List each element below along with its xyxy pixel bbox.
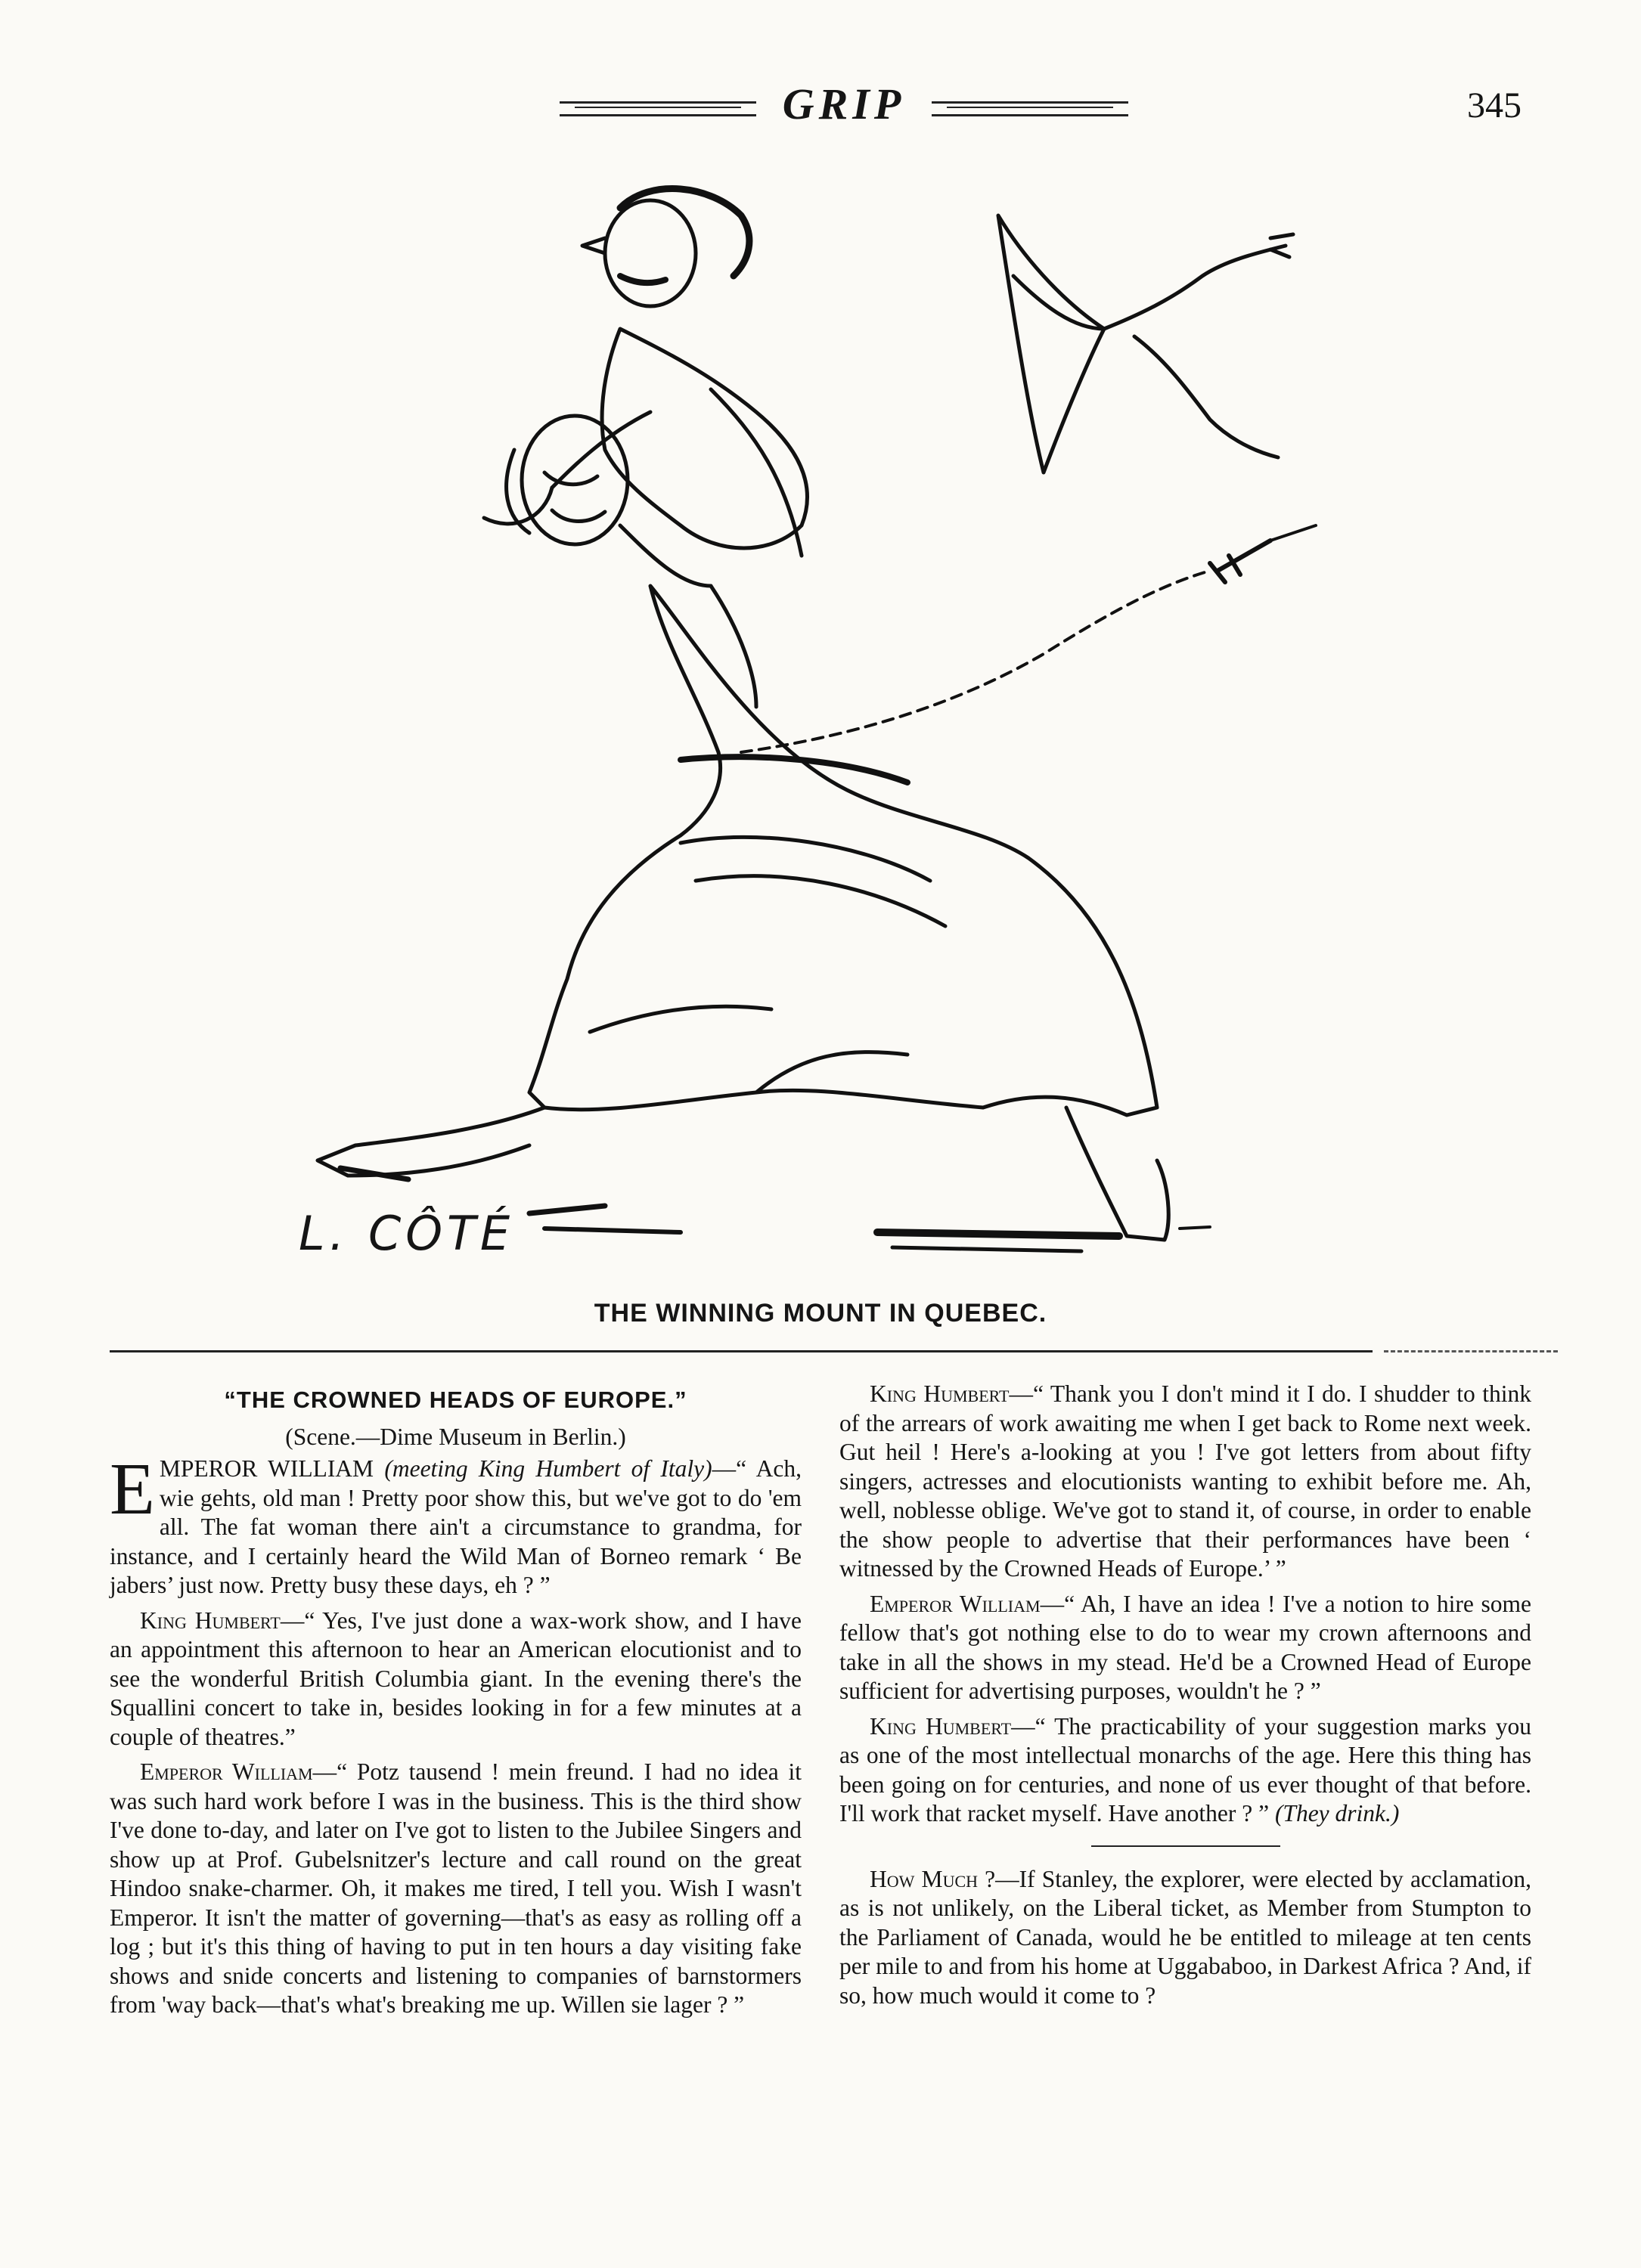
dialogue-text: —“ Ach, wie gehts, old man ! Pretty poor show this, but we've got to do 'em all. The fat woman there ain't a circumstance to grandma, for instance, and I certainly heard the Wild Man of Borneo remark ‘ Be jabers’ just now. Pretty busy these days, eh ? ” [110,1455,802,1598]
paragraph-emperor-1 [110,1448,802,1600]
paragraph-humbert-1 [110,1606,802,1752]
stage-direction: (They drink.) [1274,1800,1400,1826]
speaker-name: King Humbert [870,1712,1012,1740]
dialogue-text: —“ Potz tausend ! mein freund. I had no idea it was such hard work before I was in the business. This is the third show I've done to-day, and later on I've got to listen to the Jubilee Singers and show up at Prof. Gubelsnitzer's lecture and call round on the great Hindoo snake-charmer. Oh, it makes me tired, I tell you. Wish I wasn't Emperor. It isn't the matter of governing—that's as easy as rolling off a log ; but it's this thing of having to put in ten hours a day visiting fake shows and snide concerts and listening to companies of barnstormers from 'way back—that's what's breaking me up. Willen sie lager ? ” [110,1758,802,2018]
dialogue-text: —“ Yes, I've just done a wax-work show, and I have an appointment this afternoon to hear an American elocutionist and to see the wonderful British Columbia giant. In the evening there's the Squallini concert to take in, besides looking in for a few minutes at a couple of theatres.” [110,1606,802,1750]
flying-hat [998,215,1104,472]
speaker-name: Emperor William [870,1590,1041,1617]
dialogue-text: —“ Thank you I don't mind it I do. I shudder to think of the arrears of work awaiting me when I get back to Rome next week. Gut heil ! Here's a-looking at you ! I've got letters from about fifty singers, actresses and elocutionists wanting to exhibit before me. Ah, well, noblesse oblige. We've got to stand it, of course, in order to enable the show people to advertise that their performances have been ‘ witnessed by the Crowned Heads of Europe.’ ” [839,1380,1531,1582]
scene-line: (Scene.—Dime Museum in Berlin.) [285,1423,626,1450]
section-divider-dashed [1384,1350,1558,1352]
cartoon-illustration [227,163,1361,1259]
item-text: —If Stanley, the explorer, were elected by acclamation, as is not unlikely, on the Liberal ticket, as Member from Stumpton to the Parliament of Canada, would he be entitled to mileage at ten cents per mile to and from his home at Uggababoo, in Darkest Africa ? And, if so, how much would it come to ? [839,1865,1532,2009]
dialogue-text: —“ Ah, I have an idea ! I've a notion to hire some fellow that's got nothing else to do to wear my crown afternoons and take in all the shows in my stead. He'd be a Crowned Head of Europe sufficient for advertising purposes, wouldn't he ? ” [839,1590,1531,1704]
speaker-name: Emperor William [140,1758,313,1785]
dialogue-text: —“ The practicability of your suggestion marks you as one of the most intellectual monarchs of the age. Here this thing has been going on for centuries, and none of us ever thought of that before. I'll work that racket myself. Have another ? ” [839,1712,1531,1826]
rider-figure-body [602,329,807,548]
left-column [110,1380,802,2020]
rider-figure-head [605,200,696,306]
drop-cap: E [110,1448,155,1530]
paragraph-emperor-2 [110,1758,802,2020]
masthead [0,79,1641,132]
stage-direction: (meeting King Humbert of Italy) [384,1455,712,1482]
masthead-ornament-left [560,101,756,116]
speaker-name: MPEROR WILLIAM [159,1455,374,1482]
paragraph-humbert-3 [839,1712,1531,1829]
speaker-name: King Humbert [140,1606,281,1634]
running-figure-coat [529,586,1157,1115]
paragraph-how-much [839,1865,1531,2011]
running-figure-front-leg [1066,1108,1168,1240]
paragraph-humbert-2 [839,1380,1531,1584]
right-column [839,1380,1531,2010]
page-number: 345 [1467,85,1522,125]
running-figure-back-leg [318,1108,544,1176]
section-divider [110,1350,1373,1352]
short-divider [1091,1845,1280,1847]
item-lead: How Much ? [870,1865,996,1892]
speaker-name: King Humbert [870,1380,1010,1407]
cartoon-caption: THE WINNING MOUNT IN QUEBEC. [594,1299,1047,1328]
flying-sword-trail [741,571,1210,752]
artist-signature: L. CÔTÉ [299,1206,515,1261]
masthead-ornament-right [932,101,1128,116]
article-heading: “THE CROWNED HEADS OF EUROPE.” [224,1387,687,1413]
masthead-title: GRIP [782,79,906,129]
paragraph-emperor-3 [839,1590,1531,1706]
flying-sword [1210,541,1270,582]
